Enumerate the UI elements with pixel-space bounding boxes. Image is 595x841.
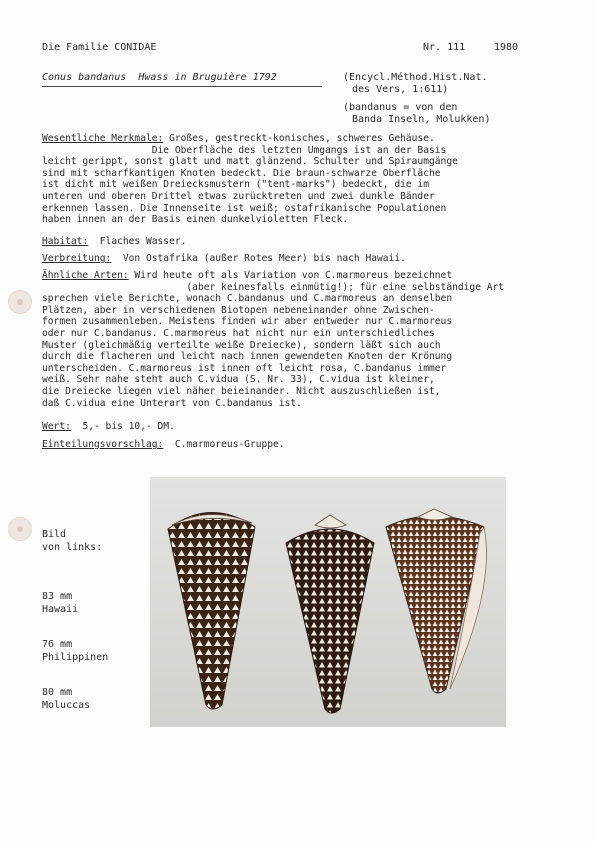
shells-illustration (150, 477, 506, 727)
etymology-line-1: (bandanus = von den (343, 102, 458, 113)
arten-line: Wird heute oft als Variation von C.marmoreus bezeichnet (128, 270, 453, 281)
bild-subtitle: von links: (42, 542, 103, 553)
punch-hole-top (8, 290, 32, 314)
arten-line: daß C.vidua eine Unterart von C.bandanus ist. (42, 397, 302, 409)
arten-line: Muster (gleichmäßig verteilte weiße Dreiecke), sondern läßt sich auch (42, 339, 441, 351)
shell-hawaii (168, 512, 255, 709)
arten-line: Plätzen, aber in verschiedenen Biotopen nebeneinander ohne Zwischen- (42, 304, 435, 316)
merkmale-section (42, 133, 562, 226)
wert-section (42, 421, 562, 433)
einteilung-text: C.marmoreus-Gruppe. (163, 439, 285, 450)
sheet-year: 1980 (494, 42, 519, 53)
shell-3-place: Moluccas (42, 700, 91, 711)
arten-line: durch die flacheren und leicht nach innen gewendeten Knoten der Krönung (42, 351, 453, 363)
merkmale-line: haben innen an der Basis einen dunkelvioletten Fleck. (42, 214, 349, 226)
verbreitung-section (42, 253, 562, 265)
einteilung-label: Einteilungsvorschlag: (42, 439, 164, 450)
verbreitung-text: Von Ostafrika (außer Rotes Meer) bis nach Hawaii. (111, 253, 406, 264)
wert-label: Wert: (42, 421, 71, 432)
shell-philippinen (286, 515, 374, 713)
arten-label: Ähnliche Arten: (42, 270, 129, 281)
merkmale-line: sind mit scharfkantigen Knoten bedeckt. Die braun-schwarze Oberfläche (42, 167, 441, 179)
merkmale-line: erkennen lassen. Die Innenseite ist weiß; ostafrikanische Populationen (42, 202, 447, 214)
arten-line: die Dreiecke liegen viel näher beieinander. Nicht auszuschließen ist, (42, 385, 441, 397)
arten-line: weiß. Sehr nahe steht auch C.vidua (S. Nr. 33), C.vidua ist kleiner, (42, 374, 435, 386)
bild-title: Bild (42, 529, 67, 540)
verbreitung-label: Verbreitung: (42, 253, 112, 264)
etymology-line-2: Banda Inseln, Molukken) (352, 114, 491, 125)
shell-1-place: Hawaii (42, 604, 79, 615)
habitat-label: Habitat: (42, 236, 89, 247)
merkmale-line: Die Oberfläche des letzten Umgangs ist an der Basis (42, 144, 447, 156)
shell-3-size: 80 mm (42, 687, 73, 698)
merkmale-line: leicht gerippt, sonst glatt und matt glänzend. Schulter und Spiraumgänge (42, 156, 458, 168)
einteilung-section (42, 439, 562, 451)
species-name: Conus bandanus Hwass in Bruguière 1792 (42, 72, 277, 83)
species-underline (42, 86, 322, 87)
reference-line-1: (Encycl.Méthod.Hist.Nat. (343, 72, 488, 83)
wert-text: 5,- bis 10,- DM. (70, 421, 175, 432)
arten-line: unterscheiden. C.marmoreus ist innen oft leicht rosa, C.bandanus immer (42, 362, 447, 374)
merkmale-label: Wesentliche Merkmale: (42, 133, 164, 144)
habitat-text: Flaches Wasser. (88, 236, 187, 247)
family-title: Die Familie CONIDAE (42, 42, 157, 53)
punch-hole-bottom (8, 517, 32, 541)
shell-2-place: Philippinen (42, 652, 109, 663)
arten-line: (aber keinesfalls einmütig!); für eine selbständige Art (42, 281, 505, 293)
merkmale-line: unteren und oberen Drittel etwas zurücktreten und zwei dunkle Bänder (42, 190, 435, 202)
merkmale-line: ist dicht mit weißen Dreiecksmustern ("tent-marks") bedeckt, die im (42, 179, 429, 191)
sheet-number: Nr. 111 (423, 42, 466, 53)
arten-line: formen zusammenleben. Meistens finden wir aber entweder nur C.marmoreus (42, 316, 453, 328)
shell-moluccas (386, 509, 486, 693)
shell-2-size: 76 mm (42, 639, 73, 650)
shell-1-size: 83 mm (42, 591, 73, 602)
merkmale-line: Großes, gestreckt-konisches, schweres Gehäuse. (163, 133, 435, 144)
shell-photo (150, 477, 506, 727)
reference-line-2: des Vers, 1:611) (352, 84, 449, 95)
arten-section (42, 270, 562, 409)
arten-line: oder nur C.bandanus. C.marmoreus hat nicht nur ein unterschiedliches (42, 327, 435, 339)
arten-line: sprechen viele Berichte, wonach C.bandanus und C.marmoreus an denselben (42, 293, 453, 305)
habitat-section (42, 236, 562, 248)
